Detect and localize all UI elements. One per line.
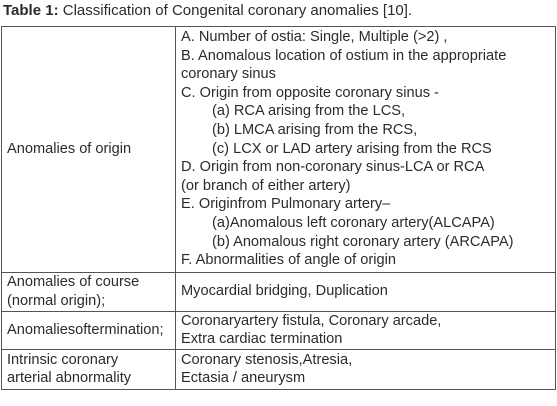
detail-line: E. Originfrom Pulmonary artery– <box>181 196 391 213</box>
category-label: Anomalies of course <box>7 274 140 291</box>
detail-subline: (a)Anomalous left coronary artery(ALCAPA) <box>212 214 495 231</box>
table-caption-text: Classification of Congenital coronary anomalies [10]. <box>58 2 413 19</box>
detail-subline: (a) RCA arising from the LCS, <box>212 103 406 120</box>
detail-line: Myocardial bridging, Duplication <box>181 283 388 300</box>
detail-cell-course <box>176 272 556 311</box>
table-caption-label: Table 1: <box>3 2 59 19</box>
detail-line: B. Anomalous location of ostium in the appropriate <box>181 47 507 64</box>
table-row-course <box>2 272 556 311</box>
table-row-intrinsic <box>2 349 556 389</box>
category-label: (normal origin); <box>7 292 106 309</box>
detail-cell-intrinsic <box>176 349 556 389</box>
category-label: Intrinsic coronary <box>7 351 119 368</box>
detail-line: A. Number of ostia: Single, Multiple (>2) , <box>181 29 448 45</box>
category-label: arterial abnormality <box>7 370 132 387</box>
detail-line: Coronary stenosis,Atresia, <box>181 351 353 368</box>
category-cell-origin <box>2 27 176 273</box>
category-cell-intrinsic <box>2 349 176 389</box>
table-caption <box>0 0 557 26</box>
detail-cell-termination <box>176 311 556 349</box>
category-cell-course <box>2 272 176 311</box>
detail-line: F. Abnormalities of angle of origin <box>181 252 396 269</box>
detail-line: Ectasia / aneurysm <box>181 370 306 387</box>
detail-subline: (b) Anomalous right coronary artery (ARCAPA) <box>212 233 514 250</box>
detail-line: D. Origin from non-coronary sinus-LCA or RCA <box>181 159 485 176</box>
detail-line: Extra cardiac termination <box>181 331 343 348</box>
table-row-origin <box>2 27 556 273</box>
classification-table <box>1 26 556 390</box>
detail-line: Coronaryartery fistula, Coronary arcade, <box>181 312 442 329</box>
detail-subline: (c) LCX or LAD artery arising from the RCS <box>212 140 492 157</box>
detail-cell-origin <box>176 27 556 273</box>
detail-line: (or branch of either artery) <box>181 177 351 194</box>
category-cell-termination <box>2 311 176 349</box>
category-label: Anomalies of origin <box>7 141 132 158</box>
category-label: Anomaliesoftermination; <box>7 322 164 339</box>
table-row-termination <box>2 311 556 349</box>
detail-subline: (b) LMCA arising from the RCS, <box>212 121 418 138</box>
detail-line: C. Origin from opposite coronary sinus - <box>181 84 439 101</box>
detail-line: coronary sinus <box>181 66 276 83</box>
